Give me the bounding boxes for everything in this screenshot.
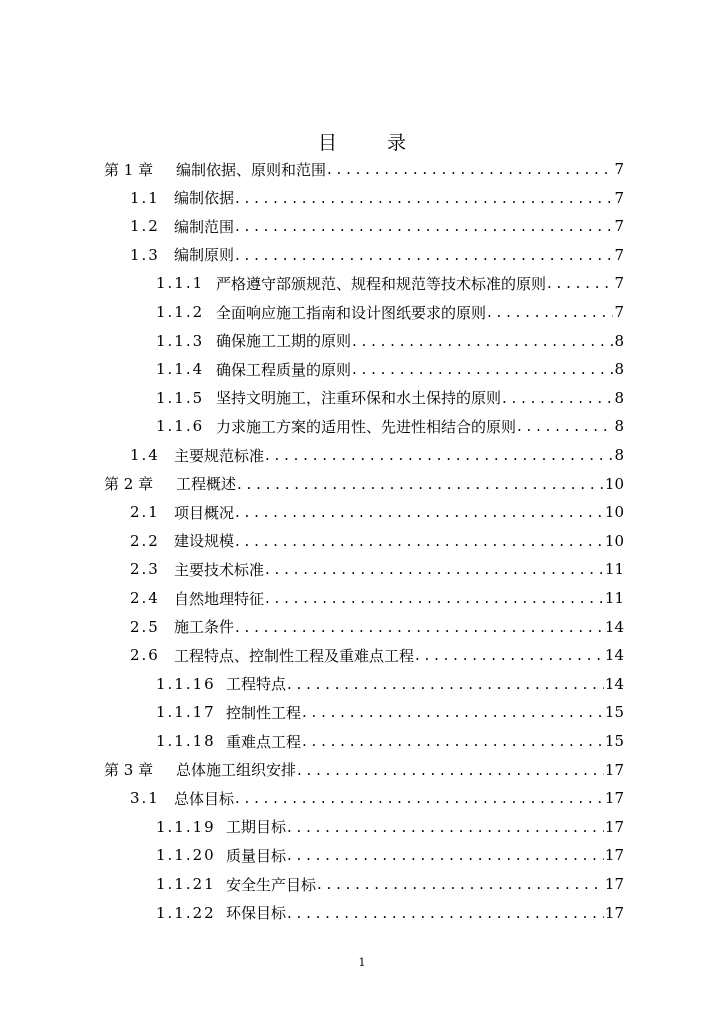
toc-entry-number: 1.1.4 [156, 360, 205, 379]
toc-entry-page: 15 [604, 703, 624, 722]
toc-entry-number: 3.1 [130, 789, 160, 808]
toc-entry-title: 严格遵守部颁规范、规程和规范等技术标准的原则 [216, 274, 547, 293]
toc-leader-dots [237, 475, 604, 493]
toc-entry-number: 1.1.20 [156, 846, 216, 865]
toc-entry-title: 安全生产目标 [226, 875, 317, 894]
toc-entry-page: 17 [604, 846, 624, 865]
toc-entry[interactable] [130, 613, 624, 641]
toc-leader-dots [287, 675, 604, 693]
toc-entry-page: 14 [604, 646, 624, 665]
toc-leader-dots [235, 503, 604, 521]
toc-entry-page: 8 [614, 331, 624, 350]
toc-entry-page: 15 [604, 732, 624, 750]
toc-entry[interactable] [156, 355, 624, 383]
toc-leader-dots [302, 732, 604, 750]
toc-entry[interactable] [130, 212, 624, 240]
toc-entry-title: 工程特点、控制性工程及重难点工程 [174, 646, 415, 665]
toc-entry-title: 确保工程质量的原则 [216, 360, 352, 379]
toc-leader-dots [502, 389, 613, 407]
toc-leader-dots [235, 246, 613, 264]
toc-entry-title: 主要规范标准 [174, 446, 265, 465]
toc-entry-page: 14 [604, 674, 624, 693]
toc-entry-page: 17 [604, 817, 624, 836]
toc-entry[interactable] [156, 841, 624, 869]
toc-entry-title: 控制性工程 [226, 703, 302, 722]
toc-entry[interactable] [130, 441, 624, 469]
toc-entry-page: 8 [614, 417, 624, 436]
toc-leader-dots [235, 789, 604, 807]
toc-entry-title: 编制依据、原则和范围 [176, 160, 327, 179]
toc-entry-page: 17 [604, 789, 624, 808]
toc-leader-dots [547, 274, 613, 292]
toc-entry-page: 8 [614, 388, 624, 407]
toc-entry[interactable] [156, 384, 624, 412]
toc-entry-number: 第 3 章 [104, 761, 154, 780]
toc-entry-title: 力求施工方案的适用性、先进性相结合的原则 [216, 417, 517, 436]
toc-leader-dots [317, 875, 604, 893]
toc-entry[interactable] [130, 241, 624, 269]
toc-entry-page: 7 [614, 274, 624, 293]
toc-entry-number: 1.1.19 [156, 817, 216, 836]
toc-entry[interactable] [156, 327, 624, 355]
toc-entry[interactable] [130, 527, 624, 555]
toc-leader-dots [235, 217, 613, 235]
toc-leader-dots [487, 303, 613, 321]
toc-leader-dots [235, 618, 604, 636]
toc-entry-title: 建设规模 [174, 532, 235, 551]
toc-entry-page: 10 [604, 503, 624, 522]
toc-leader-dots [352, 332, 613, 350]
toc-entry-number: 1.1.16 [156, 674, 216, 693]
toc-entry-number: 1.1.5 [156, 388, 205, 407]
toc-entry-number: 1.1.17 [156, 703, 216, 722]
toc-leader-dots [517, 417, 613, 435]
toc-entry-number: 1.1 [130, 188, 160, 207]
toc-entry-page: 7 [614, 245, 624, 264]
toc-entry-title: 施工条件 [174, 618, 235, 637]
toc-entry[interactable] [130, 584, 624, 612]
toc-entry[interactable] [130, 498, 624, 526]
toc-entry[interactable] [130, 184, 624, 212]
toc-entry-title: 环保目标 [226, 904, 287, 923]
toc-entry-page: 14 [604, 617, 624, 636]
toc-entry-title: 重难点工程 [226, 732, 302, 751]
toc-entry-title: 编制依据 [174, 189, 235, 208]
toc-entry[interactable] [156, 899, 624, 927]
toc-entry-page: 7 [614, 217, 624, 236]
toc-entry-title: 工程特点 [226, 675, 287, 694]
toc-entry[interactable] [104, 155, 624, 183]
toc-entry[interactable] [156, 698, 624, 726]
toc-entry-title: 编制范围 [174, 217, 235, 236]
toc-entry-number: 1.1.18 [156, 732, 216, 750]
toc-entry-title: 坚持文明施工，注重环保和水土保持的原则 [216, 389, 502, 408]
toc-entry-title: 工期目标 [226, 818, 287, 837]
toc-entry[interactable] [156, 727, 624, 755]
toc-entry-page: 11 [604, 589, 624, 607]
toc-entry-title: 全面响应施工指南和设计图纸要求的原则 [216, 303, 487, 322]
toc-entry-number: 1.3 [130, 245, 160, 264]
toc-entry-number: 1.1.21 [156, 875, 216, 893]
toc-entry-number: 1.1.22 [156, 903, 216, 922]
toc-leader-dots [265, 589, 604, 607]
toc-leader-dots [235, 532, 604, 550]
toc-entry-number: 1.1.1 [156, 274, 205, 293]
toc-entry-page: 8 [614, 446, 624, 464]
page-number: 1 [358, 956, 366, 969]
toc-leader-dots [265, 446, 613, 464]
toc-leader-dots [297, 761, 604, 779]
toc-entry[interactable] [130, 641, 624, 669]
toc-entry-number: 1.1.3 [156, 331, 205, 350]
toc-entry-page: 8 [614, 360, 624, 379]
toc-entry-title: 确保施工工期的原则 [216, 332, 352, 351]
toc-entry-number: 1.2 [130, 217, 160, 236]
toc-entry-number: 2.4 [130, 589, 160, 607]
toc-entry-title: 质量目标 [226, 846, 287, 865]
toc-entry-title: 工程概述 [176, 475, 237, 494]
toc-entry[interactable] [156, 670, 624, 698]
toc-leader-dots [265, 560, 604, 578]
toc-leader-dots [235, 189, 613, 207]
toc-leader-dots [352, 360, 613, 378]
toc-entry-title: 项目概况 [174, 503, 235, 522]
toc-entry-title: 总体目标 [174, 789, 235, 808]
toc-leader-dots [415, 646, 604, 664]
toc-leader-dots [302, 703, 604, 721]
toc-entry-number: 2.2 [130, 531, 160, 550]
toc-leader-dots [287, 904, 604, 922]
toc-entry[interactable] [156, 870, 624, 898]
toc-entry-number: 1.1.2 [156, 303, 205, 321]
toc-entry-number: 2.1 [130, 503, 160, 522]
toc-entry[interactable] [130, 784, 624, 812]
toc-entry-number: 2.6 [130, 646, 160, 665]
toc-entry-page: 10 [604, 531, 624, 550]
toc-entry[interactable] [130, 555, 624, 583]
toc-entry-number: 第 2 章 [104, 475, 154, 494]
toc-entry-page: 17 [604, 875, 624, 893]
toc-entry-number: 第 1 章 [104, 160, 154, 179]
toc-entry-title: 编制原则 [174, 246, 235, 265]
toc-entry-page: 7 [614, 188, 624, 207]
toc-entry-number: 1.1.6 [156, 417, 205, 436]
toc-entry-number: 2.5 [130, 617, 160, 636]
toc-entry-page: 17 [604, 903, 624, 922]
page-title: 目 录 [317, 132, 429, 154]
toc-entry-title: 总体施工组织安排 [176, 761, 297, 780]
toc-entry-page: 7 [614, 303, 624, 321]
toc-entry-page: 17 [604, 760, 624, 779]
toc-leader-dots [327, 160, 613, 178]
toc-leader-dots [287, 846, 604, 864]
toc-entry[interactable] [156, 269, 624, 297]
toc-entry-number: 2.3 [130, 560, 160, 579]
toc-entry[interactable] [156, 813, 624, 841]
toc-entry[interactable] [104, 470, 624, 498]
toc-entry-page: 11 [604, 560, 624, 579]
toc-entry-title: 自然地理特征 [174, 589, 265, 608]
toc-entry-page: 10 [604, 474, 624, 493]
toc-entry-title: 主要技术标准 [174, 560, 265, 579]
toc-leader-dots [287, 818, 604, 836]
toc-entry-page: 7 [614, 160, 624, 178]
toc-entry[interactable] [156, 412, 624, 440]
toc-entry[interactable] [104, 756, 624, 784]
toc-entry-number: 1.4 [130, 446, 160, 464]
toc-entry[interactable] [156, 298, 624, 326]
